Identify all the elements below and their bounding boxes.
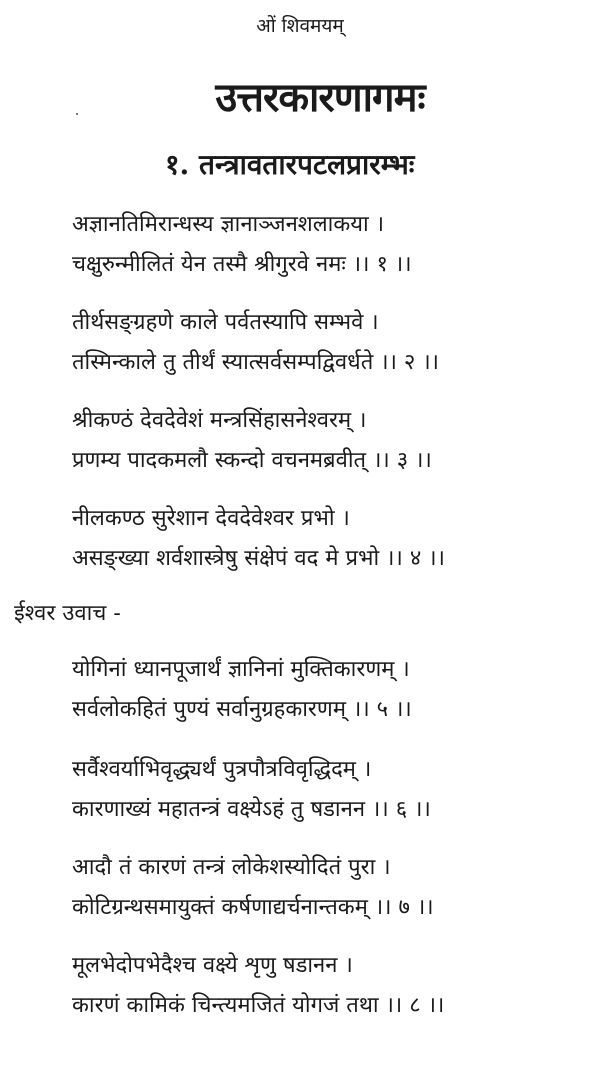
- verse-4: [72, 499, 445, 579]
- verse-line: प्रणम्य पादकमलौ स्कन्दो वचनमब्रवीत् ।। ३ ।।: [72, 448, 432, 473]
- verse-line: मूलभेदोपभेदैश्च वक्ष्ये शृणु षडानन ।: [72, 953, 353, 978]
- verse-7: [72, 848, 434, 928]
- verse-line: योगिनां ध्यानपूजार्थं ज्ञानिनां मुक्तिकारणम् ।: [72, 657, 410, 682]
- verse-line: श्रीकण्ठं देवदेवेशं मन्त्रसिंहासनेश्वरम् ।: [72, 408, 367, 433]
- verse-line: कारणाख्यं महातन्त्रं वक्ष्येऽहं तु षडानन ।। ६ ।।: [72, 797, 431, 822]
- verse-line: अज्ञानतिमिरान्धस्य ज्ञानाञ्जनशलाकया ।: [72, 212, 385, 237]
- verse-line: असङ्ख्या शर्वशास्त्रेषु संक्षेपं वद मे प्रभो ।। ४ ।।: [72, 546, 445, 571]
- chapter-title: १. तन्त्रावतारपटलप्रारम्भः: [165, 148, 415, 181]
- verse-line: तीर्थसङ्ग्रहणे काले पर्वतस्यापि सम्भवे ।: [72, 310, 379, 335]
- verse-line: कोटिग्रन्थसमायुक्तं कर्षणाद्यर्चनान्तकम् ।। ७ ।।: [72, 895, 434, 920]
- verse-1: [72, 205, 412, 285]
- verse-6: [72, 750, 431, 830]
- verse-line: सर्वलोकहितं पुण्यं सर्वानुग्रहकारणम् ।। ५ ।।: [72, 697, 412, 722]
- verse-8: [72, 946, 444, 1026]
- speaker-heading: ईश्वर उवाच -: [14, 601, 121, 626]
- verse-line: कारणं कामिकं चिन्त्यमजितं योगजं तथा ।। ८ ।।: [72, 993, 445, 1018]
- verse-2: [72, 303, 439, 383]
- page-title: उत्तरकारणागमः: [215, 74, 425, 121]
- verse-line: आदौ तं कारणं तन्त्रं लोकेशस्योदितं पुरा ।: [72, 855, 391, 880]
- verse-line: नीलकण्ठ सुरेशान देवदेवेश्वर प्रभो ।: [72, 506, 350, 531]
- print-speck: [76, 113, 78, 115]
- verse-3: [72, 401, 432, 481]
- verse-line: चक्षुरुन्मीलितं येन तस्मै श्रीगुरवे नमः ।। १ ।।: [72, 252, 412, 277]
- verse-line: सर्वैश्वर्याभिवृद्ध्यर्थं पुत्रपौत्रविवृद्धिदम् ।: [72, 757, 372, 782]
- verse-5: [72, 650, 412, 730]
- invocation: ओं शिवमयम्: [256, 15, 344, 37]
- verse-line: तस्मिन्काले तु तीर्थं स्यात्सर्वसम्पद्विवर्धते ।। २ ।।: [72, 350, 440, 375]
